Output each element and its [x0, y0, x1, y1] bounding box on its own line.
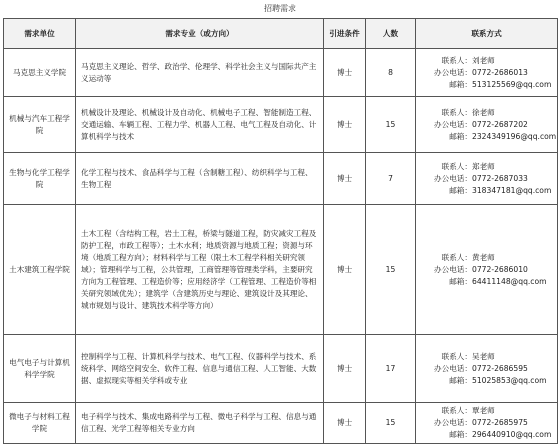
contact-person-label: 联系人：: [441, 161, 472, 171]
header-row: [4, 19, 558, 49]
table-row: [4, 335, 558, 403]
contact-person-label: 联系人：: [441, 107, 472, 117]
contact-phone-line: [422, 363, 554, 375]
unit-cell: 电气电子与计算机科学学院: [4, 335, 76, 403]
header-count: 人数: [366, 19, 416, 49]
contact-email-label: 邮箱：: [449, 375, 472, 385]
contact-email-line: [422, 276, 554, 288]
major-cell: 控制科学与工程、计算机科学与技术、电气工程、仪器科学与技术、系统科学、网络空间安全、软件工程、信息与通信工程、人工智能、大数据、虚拟现实等相关学科或专业: [76, 335, 324, 403]
contact-phone-value: 0772-2687202: [472, 119, 528, 129]
condition-cell: 博士: [324, 153, 366, 205]
contact-person-value: 郑老师: [472, 161, 495, 171]
contact-person-line: [422, 55, 554, 67]
unit-cell: 马克思主义学院: [4, 49, 76, 97]
contact-person-value: 吴老师: [472, 351, 495, 361]
contact-phone-line: [422, 173, 554, 185]
contact-person-label: 联系人：: [441, 406, 472, 415]
unit-cell: 生物与化学工程学院: [4, 153, 76, 205]
major-cell: 机械设计及理论、机械设计及自动化、机械电子工程、智能制造工程、交通运输、车辆工程、工程力学、机器人工程、电气工程及自动化、计算机科学与技术: [76, 97, 324, 153]
contact-email-line: [422, 131, 557, 143]
condition-cell: 博士: [324, 97, 366, 153]
unit-cell: 土木建筑工程学院: [4, 205, 76, 335]
contact-phone-value: 0772-2686595: [472, 363, 528, 373]
count-cell: 7: [366, 153, 416, 205]
contact-cell: [416, 403, 558, 444]
contact-cell: [416, 97, 558, 153]
contact-phone-label: 办公电话：: [434, 264, 472, 274]
count-cell: 15: [366, 97, 416, 153]
contact-phone-value: 0772-2686013: [472, 67, 528, 77]
contact-phone-line: [422, 264, 554, 276]
contact-phone-value: 0772-2686010: [472, 264, 528, 274]
contact-phone-value: 0772-2687033: [472, 173, 528, 183]
contact-phone-value: 0772-2685975: [472, 418, 528, 427]
contact-person-label: 联系人：: [441, 55, 472, 65]
contact-cell: [416, 335, 558, 403]
condition-cell: 博士: [324, 205, 366, 335]
header-major: 需求专业（或方向）: [76, 19, 324, 49]
contact-email-line: [422, 375, 554, 387]
header-condition: 引进条件: [324, 19, 366, 49]
contact-email-value: 2324349196@qq.com: [472, 131, 557, 141]
count-cell: 8: [366, 49, 416, 97]
header-contact: 联系方式: [416, 19, 558, 49]
major-cell: 马克思主义理论、哲学、政治学、伦理学、科学社会主义与国际共产主义运动等: [76, 49, 324, 97]
table-caption: 招聘需求: [264, 4, 296, 13]
contact-person-line: [422, 107, 554, 119]
contact-phone-label: 办公电话：: [434, 363, 472, 373]
contact-person-label: 联系人：: [441, 351, 472, 361]
contact-phone-label: 办公电话：: [434, 67, 472, 77]
count-cell: 17: [366, 335, 416, 403]
contact-cell: [416, 49, 558, 97]
contact-phone-label: 办公电话：: [434, 173, 472, 183]
table-row: [4, 49, 558, 97]
table-row: [4, 403, 558, 444]
contact-phone-line: [422, 417, 554, 429]
contact-cell: [416, 153, 558, 205]
count-cell: 15: [366, 205, 416, 335]
contact-email-label: 邮箱：: [449, 276, 472, 286]
major-cell: 土木工程（含结构工程，岩土工程，桥梁与隧道工程，防灾减灾工程及防护工程，市政工程等）；土木水利；地质资源与地质工程；资源与环境（地质工程方向）；材料科学与工程（限土木工程学科相关研究领域）；管理科学与工程，公共管理，工商管理等管理类学科，主要研究方向为工程管理、工程造价等；应用经济学（工程管理、工程造价等相关研究领域优先）；建筑学（含建筑历史与理论、建筑设计及其理论、城市规划与设计、建筑技术科学等方向）: [76, 205, 324, 335]
major-cell: 电子科学与技术、集成电路科学与工程、微电子科学与工程、信息与通信工程、光学工程等相关专业方向: [76, 403, 324, 444]
contact-person-value: 覃老师: [472, 406, 495, 415]
contact-email-value: 513125569@qq.com: [472, 79, 552, 89]
unit-cell: 机械与汽车工程学院: [4, 97, 76, 153]
condition-cell: 博士: [324, 335, 366, 403]
contact-phone-label: 办公电话：: [434, 418, 472, 427]
contact-phone-line: [422, 67, 554, 79]
major-cell: 化学工程与技术、食品科学与工程（含制糖工程）、纺织科学与工程、生物工程: [76, 153, 324, 205]
contact-person-line: [422, 405, 554, 417]
contact-person-value: 黄老师: [472, 252, 495, 262]
contact-email-label: 邮箱：: [449, 131, 472, 141]
contact-email-label: 邮箱：: [449, 79, 472, 89]
contact-phone-line: [422, 119, 554, 131]
contact-person-line: [422, 252, 554, 264]
contact-email-value: 296440910@qq.com: [472, 430, 552, 439]
contact-email-value: 318347181@qq.com: [472, 185, 552, 195]
unit-cell: 微电子与材料工程学院: [4, 403, 76, 444]
header-unit: 需求单位: [4, 19, 76, 49]
contact-email-label: 邮箱：: [449, 430, 472, 439]
recruitment-table: [3, 18, 558, 444]
contact-cell: [416, 205, 558, 335]
condition-cell: 博士: [324, 403, 366, 444]
count-cell: 15: [366, 403, 416, 444]
contact-person-value: 徐老师: [472, 107, 495, 117]
contact-person-value: 刘老师: [472, 55, 495, 65]
table-row: [4, 153, 558, 205]
condition-cell: 博士: [324, 49, 366, 97]
contact-phone-label: 办公电话：: [434, 119, 472, 129]
contact-person-line: [422, 161, 554, 173]
contact-email-value: 64411148@qq.com: [472, 276, 547, 286]
contact-person-line: [422, 351, 554, 363]
table-row: [4, 205, 558, 335]
contact-email-line: [422, 79, 554, 91]
contact-email-label: 邮箱：: [449, 185, 472, 195]
contact-email-line: [422, 185, 554, 197]
contact-person-label: 联系人：: [441, 252, 472, 262]
table-row: [4, 97, 558, 153]
contact-email-line: [422, 429, 554, 441]
contact-email-value: 51025853@qq.com: [472, 375, 547, 385]
